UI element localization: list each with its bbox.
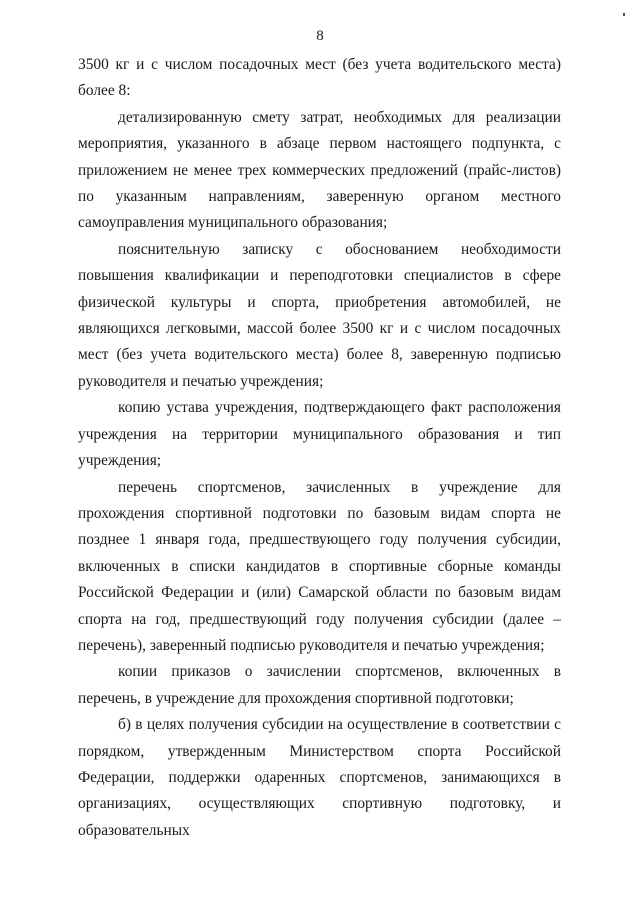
paragraph: 3500 кг и с числом посадочных мест (без учета водительского места) более 8: — [78, 56, 561, 100]
paragraph: перечень спортсменов, зачисленных в учреждение для прохождения спортивной подготовки по базовым видам спорта не позднее 1 января года, предшествующего году получения субсидии, включенных в списки кандидатов в спортивные сборные команды Российской Федерации и (или) Самарской области по базовым видам спорта на год, предшествующий году получения субсидии (далее – перечень), заверенный подписью руководителя и печатью учреждения; — [78, 478, 561, 654]
paragraph: пояснительную записку с обоснованием необходимости повышения квалификации и переподготовки специалистов в сфере физической культуры и спорта, приобретения автомобилей, не являющихся легковыми, массой более 3500 кг и с числом посадочных мест (без учета водительского места) более 8, заверенную подписью руководителя и печатью учреждения; — [78, 240, 561, 390]
paragraph: детализированную смету затрат, необходимых для реализации мероприятия, указанного в абзаце первом настоящего подпункта, с приложением не менее трех коммерческих предложений (прайс-листов) по указанным направлениям, заверенную органом местного самоуправления муниципального образования; — [78, 108, 561, 232]
page-number: 8 — [316, 28, 324, 44]
paragraph: б) в целях получения субсидии на осуществление в соответствии с порядком, утвержденным Министерством спорта Российской Федерации, поддержки одаренных спортсменов, занимающихся в организациях, осуществляющих спортивную подготовку, и образовательных — [78, 716, 561, 839]
paragraph: копии приказов о зачислении спортсменов, включенных в перечень, в учреждение для прохождения спортивной подготовки; — [78, 663, 561, 707]
document-body — [78, 52, 561, 844]
paragraph: копию устава учреждения, подтверждающего факт расположения учреждения на территории муниципального образования и тип учреждения; — [78, 399, 561, 470]
scan-mark — [623, 13, 625, 16]
